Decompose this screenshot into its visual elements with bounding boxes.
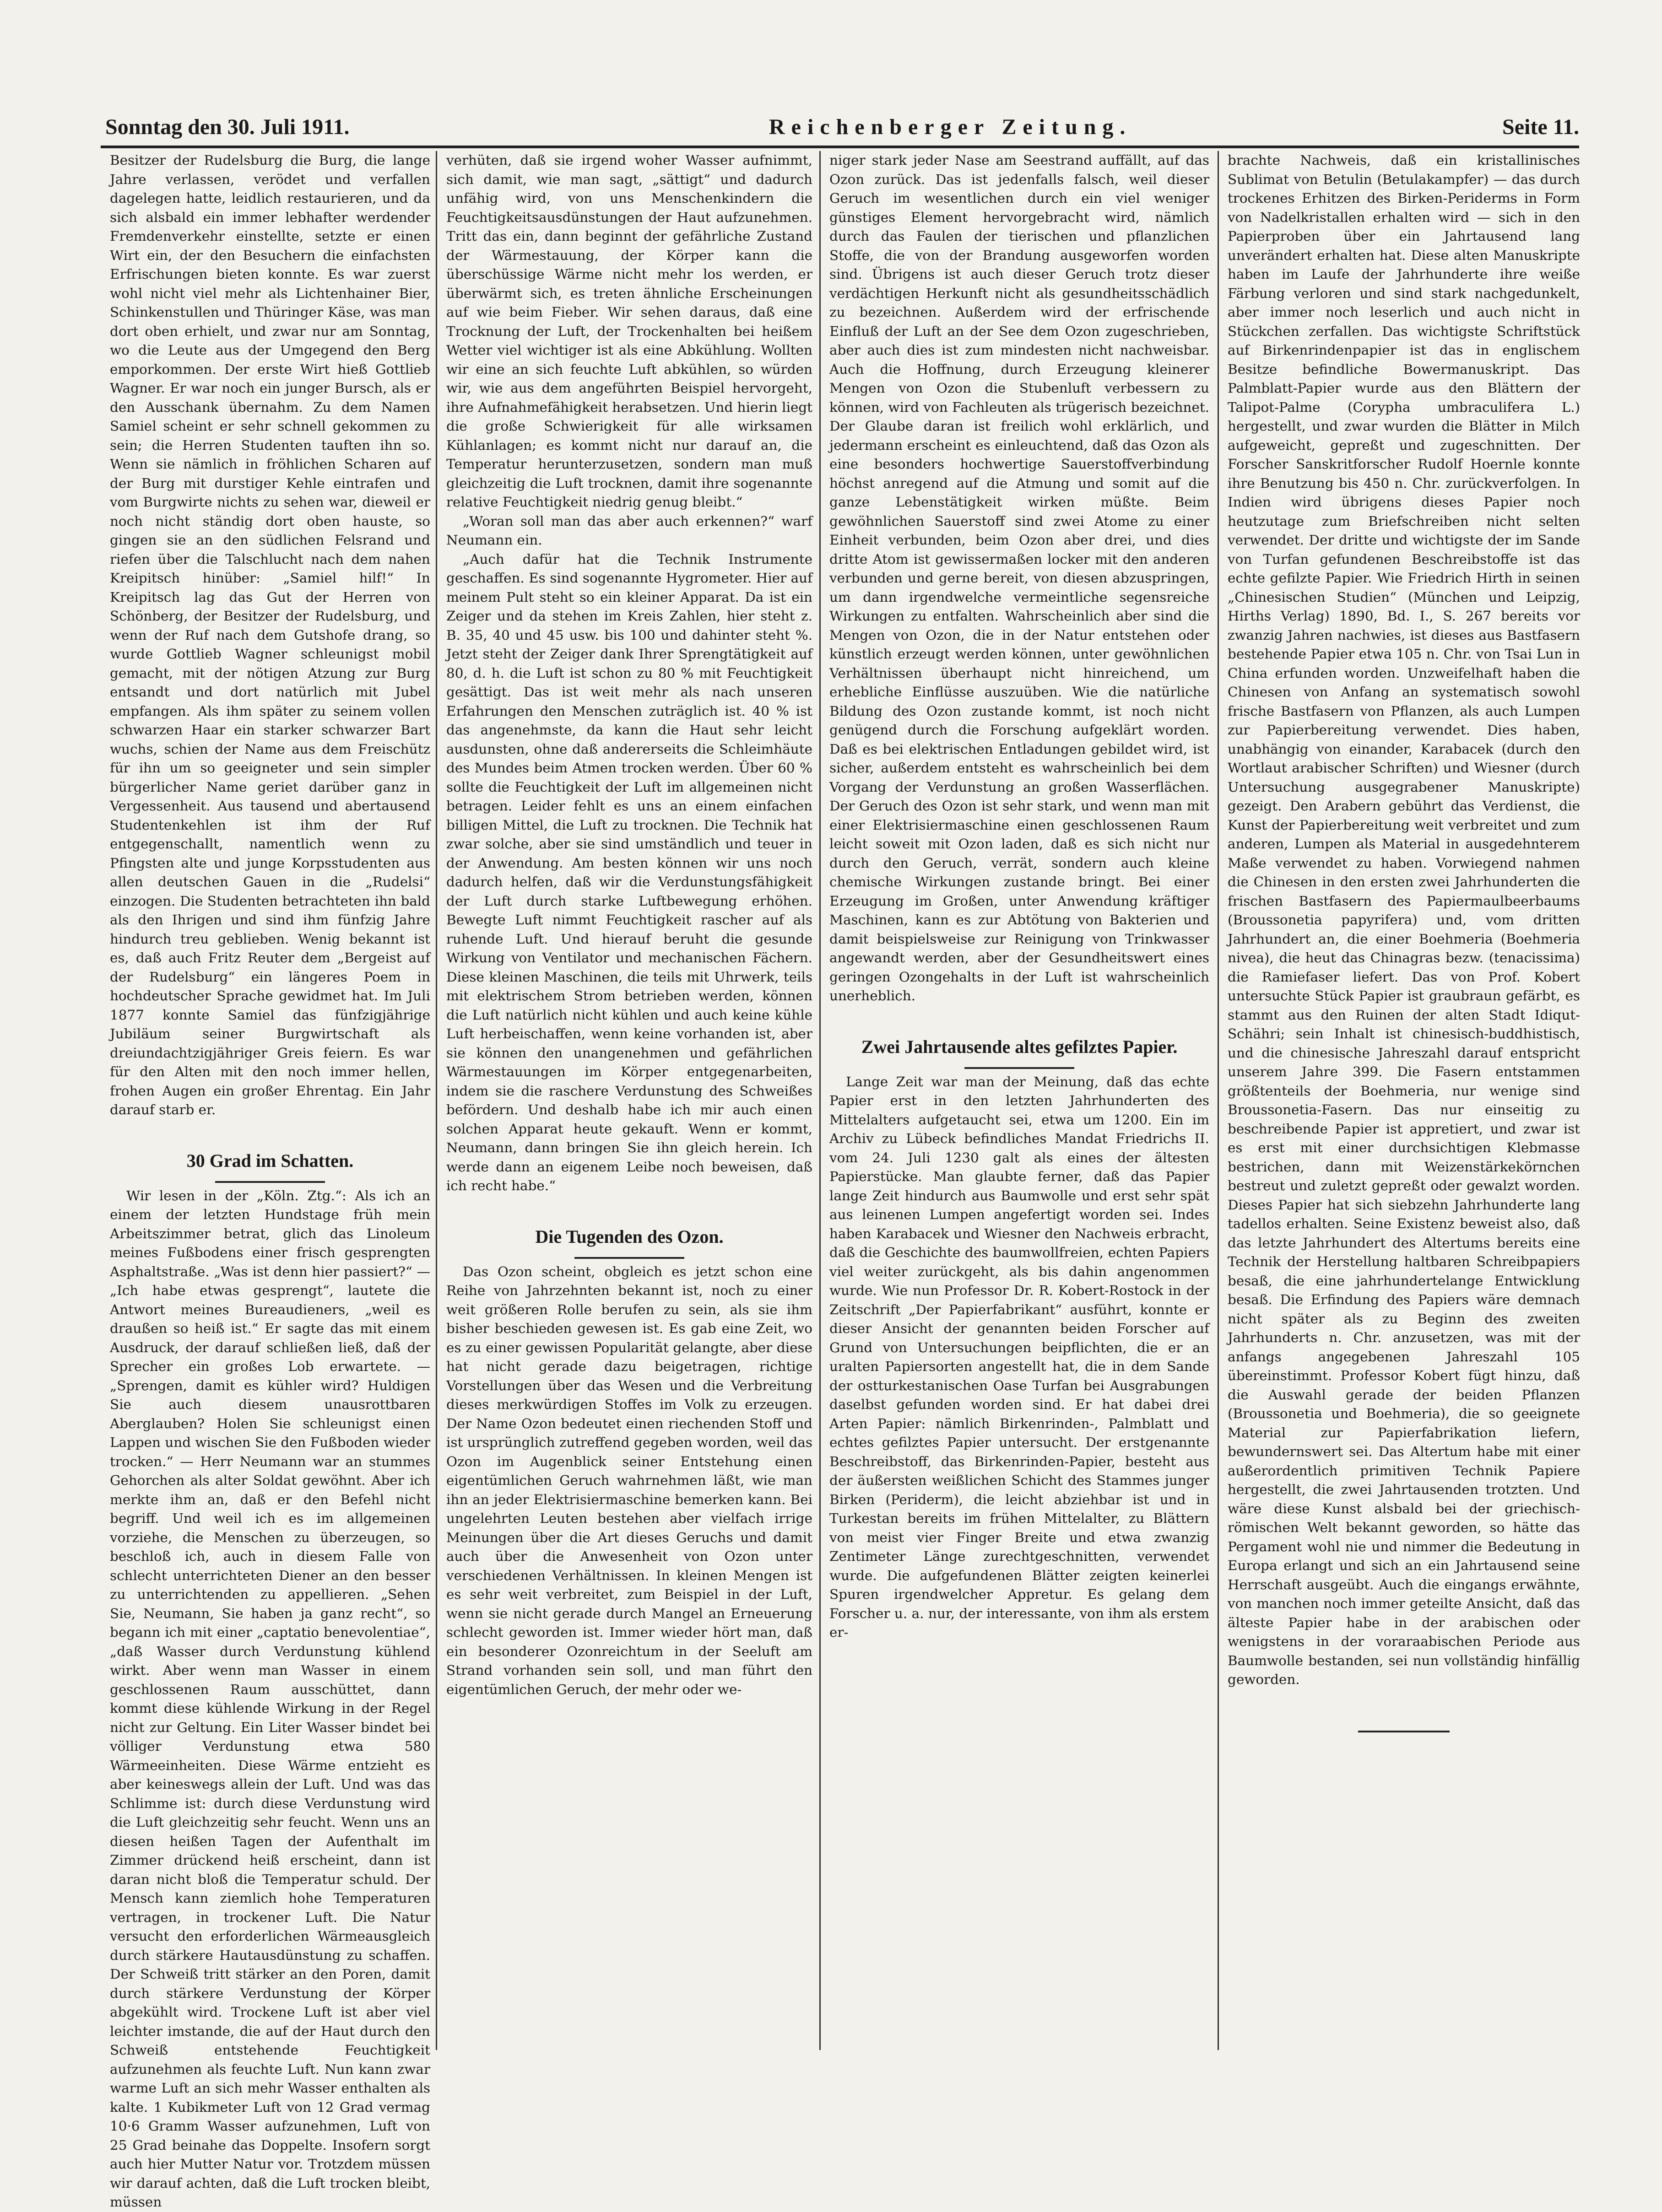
column-3 [829,151,1209,2096]
header-rule [101,146,1579,148]
column-1 [110,151,430,2210]
column-2 [446,151,812,2096]
newspaper-title: Reichenberger Zeitung. [769,115,1132,139]
end-of-article-rule [1358,1731,1450,1732]
article-continuation-rudelsburg: Besitzer der Rudelsburg die Burg, die lange Jahre verlassen, verödet und verfallen dagelegen hatte, leidlich restaurieren, und da sich alsbald ein immer lebhafter werdender Fremdenverkehr einstellte, setzte er einen Wirt ein, der den Besuchern die einfachsten Erfrischungen bieten konnte. Es war zuerst wohl nicht viel mehr als Lichtenhainer Bier, Schinkenstullen und Thüringer Käse, was man dort oben erhielt, und zwar nur am Sonntag, wo die Leute aus der Umgegend den Berg emporkommen. Der erste Wirt hieß Gottlieb Wagner. Er war noch ein junger Bursch, als er den Ausschank übernahm. Zu dem Namen Samiel scheint er sehr schnell gekommen zu sein; die Herren Studenten tauften ihn so. Wenn sie nämlich in fröhlichen Scharen auf der Burg mit durstiger Kehle eintrafen und vom Burgwirte nichts zu sehen war, dieweil er noch nicht ständig dort oben hauste, so gingen sie an den südlichen Felsrand und riefen über die Talschlucht nach dem nahen Kreipitsch hinüber: „Samiel hilf!“ In Kreipitsch lag das Gut der Herren von Schönberg, der Besitzer der Rudelsburg, und wenn der Ruf nach dem Gutshofe drang, so wurde Gottlieb Wagner schleunigst mobil gemacht, mit der nötigen Atzung zur Burg entsandt und dort natürlich mit Jubel empfangen. Als ihm später zu seinem vollen schwarzen Haar ein starker schwarzer Bart wuchs, schien der Name aus dem Freischütz für ihn um so geeigneter und sein simpler bürgerlicher Name geriet darüber ganz in Vergessenheit. Aus tausend und abertausend Studentenkehlen ist ihm der Ruf entgegenschallt, namentlich wenn zu Pfingsten alte und junge Korpsstudenten aus allen deutschen Gauen in die „Rudelsi“ einzogen. Die Studenten betrachteten ihn bald als den Ihrigen und sind ihm fünfzig Jahre hindurch treu geblieben. Wenig bekannt ist es, daß auch Fritz Reuter dem „Bergeist auf der Rudelsburg“ ein längeres Poem in hochdeutscher Sprache gewidmet hat. Im Juli 1877 konnte Samiel das fünfzigjährige Jubiläum seiner Burgwirtschaft als dreiundachtzigjähriger Greis feiern. Es war für den Alten mit den noch immer hellen, frohen Augen ein großer Ehrentag. Ein Jahr darauf starb er. [110,152,430,1117]
article-paragraph: „Woran soll man das aber auch erkennen?“ warf Neumann ein. [446,513,812,548]
column-divider [1218,151,1219,2050]
column-divider [436,151,437,2050]
article-continuation-ozon: niger stark jeder Nase am Seestrand auffällt, auf das Ozon zurück. Das ist jedenfalls falsch, weil dieser Geruch im wesentlichen durch ein viel weniger günstiges Element hervorgebracht wird, nämlich durch das Faulen der tierischen und pflanzlichen Stoffe, die von der Brandung ausgeworfen worden sind. Übrigens ist auch dieser Geruch trotz dieser verdächtigen Herkunft nicht als gesundheitsschädlich zu bezeichnen. Außerdem wird der erfrischende Einfluß der Luft an der See dem Ozon zugeschrieben, aber auch dies ist zum mindesten nicht nachweisbar. Auch die Hoffnung, durch Erzeugung kleinerer Mengen von Ozon die Stubenluft verbessern zu können, wird von Fachleuten als trügerisch bezeichnet. Der Glaube daran ist freilich wohl erklärlich, und jedermann erscheint es einleuchtend, daß das Ozon als eine besonders hochwertige Sauerstoffverbindung höchst anregend auf die Atmung und somit auf die ganze Lebenstätigkeit wirken müßte. Beim gewöhnlichen Sauerstoff sind zwei Atome zu einer Einheit verbunden, beim Ozon aber drei, und dies dritte Atom ist gewissermaßen locker mit den anderen verbunden und gerne bereit, von diesen abzuspringen, um dann irgendwelche vermeintliche segensreiche Wirkungen zu entfalten. Wahrscheinlich aber sind die Mengen von Ozon, die in der Natur entstehen oder künstlich erzeugt werden können, unter gewöhnlichen Verhältnissen überhaupt nicht hinreichend, um erhebliche Einflüsse auszuüben. Wie die natürliche Bildung des Ozon zustande kommt, ist noch nicht genügend durch die Forschung aufgeklärt worden. Daß es bei elektrischen Entladungen gebildet wird, ist sicher, außerdem entsteht es wahrscheinlich bei dem Vorgang der Verdunstung an großen Wasserflächen. Der Geruch des Ozon ist sehr stark, und wenn man mit einer Elektrisiermaschine einen geschlossenen Raum leicht soweit mit Ozon laden, daß es sich nicht nur durch den Geruch, verrät, sondern auch kleine chemische Wirkungen zustande bringt. Bei einer Erzeugung im Großen, unter Anwendung kräftiger Maschinen, kann es zur Abtötung von Bakterien und damit beispielsweise zur Reinigung von Trinkwasser angewandt werden, aber der Gesundheitswert eines geringen Ozongehalts in der Luft ist wahrscheinlich unerheblich. [829,152,1209,1003]
headline-rule [215,1181,325,1183]
page-number: Seite 11. [1502,115,1579,139]
column-4 [1228,151,1580,2096]
article-continuation-30-grad: verhüten, daß sie irgend woher Wasser aufnimmt, sich damit, wie man sagt, „sättigt“ und dadurch unfähig wird, von uns Menschenkindern die Feuchtigkeitsausdünstungen der Haut aufzunehmen. Tritt das ein, dann beginnt der gefährliche Zustand der Wärmestauung, der Körper kann die überschüssige Wärme nicht mehr los werden, er überwärmt sich, es treten ähnliche Erscheinungen auf wie beim Fieber. Wir sehen daraus, daß eine Trocknung der Luft, der Trockenhalten bei heißem Wetter viel wichtiger ist als eine Abkühlung. Wollten wir eine an sich feuchte Luft abkühlen, so würden wir, wie aus dem angeführten Beispiel hervorgeht, ihre Aufnahmefähigkeit herabsetzen. Und hierin liegt die große Schwierigkeit für alle wirksamen Kühlanlagen; es kommt nicht nur darauf an, die Temperatur herunterzusetzen, sondern man muß gleichzeitig die Luft trocknen, damit ihre sogenannte relative Feuchtigkeit niedrig genug bleibt.“ [446,152,812,510]
article-body-30-grad: Wir lesen in der „Köln. Ztg.“: Als ich an einem der letzten Hundstage früh mein Arbeitszimmer betrat, glich das Linoleum meines Fußbodens einer frisch gesprengten Asphaltstraße. „Was ist denn hier passiert?“ — „Ich habe etwas gesprengt“, lautete die Antwort meines Bureaudieners, „weil es draußen so heiß ist.“ Er sagte das mit einem Ausdruck, der darauf schließen ließ, daß der Sprecher ein großes Lob erwartete. — „Sprengen, damit es kühler wird? Huldigen Sie auch diesem unausrottbaren Aberglauben? Holen Sie schleunigst einen Lappen und wischen Sie den Fußboden wieder trocken.“ — Herr Neumann war an stummes Gehorchen als alter Soldat gewöhnt. Aber ich merkte ihm an, daß er den Befehl nicht begriff. Und weil ich es im allgemeinen vorziehe, die Menschen zu überzeugen, so beschloß ich, auch in diesem Falle von schlecht unterrichteten Diener an den besser zu unterrichtenden zu appellieren. „Sehen Sie, Neumann, Sie haben ja ganz recht“, so begann ich mit einer „captatio benevolentiae“, „daß Wasser durch Verdunstung kühlend wirkt. Aber wenn man Wasser in einem geschlossenen Raum ausschüttet, dann kommt diese kühlende Wirkung in der Regel nicht zur Geltung. Ein Liter Wasser bindet bei völliger Verdunstung etwa 580 Wärmeeinheiten. Diese Wärme entzieht es aber keineswegs allein der Luft. Und was das Schlimme ist: durch diese Verdunstung wird die Luft gleichzeitig sehr feucht. Wenn uns an diesen heißen Tagen der Aufenthalt im Zimmer drückend heiß erscheint, dann ist daran nicht bloß die Temperatur schuld. Der Mensch kann ziemlich hohe Temperaturen vertragen, in trockener Luft. Die Natur versucht den erforderlichen Wärmeausgleich durch stärkere Hautausdünstung zu schaffen. Der Schweiß tritt stärker an den Poren, damit durch stärkere Verdunstung der Körper abgekühlt wird. Trockene Luft ist aber viel leichter imstande, die auf der Haut durch den Schweiß entstehende Feuchtigkeit aufzunehmen als feuchte Luft. Nun kann zwar warme Luft an sich mehr Wasser enthalten als kalte. 1 Kubikmeter Luft von 12 Grad vermag 10·6 Gramm Wasser aufzunehmen, Luft von 25 Grad beinahe das Doppelte. Insofern sorgt auch hier Mutter Natur vor. Trotzdem müssen wir darauf achten, daß die Luft trocken bleibt, müssen [110,1187,430,2210]
masthead [105,110,1579,146]
article-continuation-papier: brachte Nachweis, daß ein kristallinisches Sublimat von Betulin (Betulakampfer) — das durch trockenes Erhitzen des Birken-Periderms in Form von Nadelkristallen erhalten wird — sich in den Papierproben über ein Jahrtausend lang unverändert erhalten hat. Diese alten Manuskripte haben im Laufe der Jahrhunderte ihre weiße Färbung verloren und sind stark nachgedunkelt, aber immer noch leserlich und auch nicht in Stückchen zerfallen. Das wichtigste Schriftstück auf Birkenrindenpapier ist das in englischem Besitze befindliche Bowermanuskript. Das Palmblatt-Papier wurde aus den Blättern der Talipot-Palme (Corypha umbraculifera L.) hergestellt, und zwar wurden die Blätter in Milch aufgeweicht, gepreßt und zugeschnitten. Der Forscher Sanskritforscher Rudolf Hoernle konnte ihre Benutzung bis 450 n. Chr. zurückverfolgen. In Indien wird übrigens dieses Papier noch heutzutage zum Briefschreiben nicht selten verwendet. Der dritte und wichtigste der im Sande von Turfan gefundenen Beschreibstoffe ist das echte gefilzte Papier. Wie Friedrich Hirth in seinen „Chinesischen Studien“ (München und Leipzig, Hirths Verlag) 1890, Bd. I., S. 267 bereits vor zwanzig Jahren nachwies, ist dieses aus Bastfasern bestehende Papier etwa 105 n. Chr. von Tsai Lun in China erfunden worden. Unzweifelhaft haben die Chinesen von Anfang an systematisch sowohl frische Bastfasern von Pflanzen, als auch Lumpen zur Papierbereitung verwendet. Dies haben, unabhängig von einander, Karabacek (durch den Wortlaut arabischer Schriften) und Wiesner (durch Untersuchung ausgegrabener Manuskripte) gezeigt. Den Arabern gebührt das Verdienst, die Kunst der Papierbereitung weit verbreitet und zum anderen, Lumpen als Material in ausgedehnterem Maße verwendet zu haben. Vorwiegend nahmen die Chinesen in den ersten zwei Jahrhunderten die frischen Bastfasern des Papiermaulbeerbaums (Broussonetia papyrifera) und, vom dritten Jahrhundert an, die einer Boehmeria (Boehmeria nivea), die heut das Chinagras bezw. (tenacissima) die Ramiefaser liefert. Das von Prof. Kobert untersuchte Stück Papier ist graubraun gefärbt, es stammt aus den Ruinen der alten Stadt Idiqut-Schähri; sein Inhalt ist chinesisch-buddhistisch, und die chinesische Jahreszahl darauf entspricht unserem Jahre 399. Die Fasern entstammen größtenteils der Boehmeria, nur wenige sind Broussonetia-Fasern. Das nur einseitig zu beschreibende Papier ist appretiert, und zwar ist es erst mit einer durchsichtigen Klebmasse bestrichen, dann mit Weizenstärkekörnchen bestreut und zuletzt gepreßt oder gewalzt worden. Dieses Papier hat sich siebzehn Jahrhunderte lang tadellos erhalten. Seine Existenz beweist also, daß das letzte Jahrhundert des Altertums bereits eine Technik der Herstellung haltbaren Schreibpapiers besaß, die eine jahrhundertelange Entwicklung besaß. Die Erfindung des Papiers wäre demnach nicht später als zu Beginn des zweiten Jahrhunderts n. Chr. anzusetzen, was mit der anfangs angegebenen Jahreszahl 105 übereinstimmt. Professor Kobert fügt hinzu, daß die Auswahl gerade der beiden Pflanzen (Broussonetia und Boehmeria), die so geeignete Material zur Papierfabrikation liefern, bewundernswert sei. Das Altertum habe mit einer außerordentlich primitiven Technik Papiere hergestellt, die zwei Jahrtausenden trotzten. Und wäre diese Kunst alsbald bei der griechisch-römischen Welt bekannt geworden, so hätte das Pergament wohl nie und nimmer die Bedeutung in Europa erlangt und sich an ein Jahrtausend seine Herrschaft ausgeübt. Auch die eingangs erwähnte, von manchen noch immer geteilte Ansicht, daß das älteste Papier habe in der arabischen oder wenigstens in der voraraabischen Periode aus Baumwolle bestanden, sei nun vollständig hinfällig geworden. [1228,152,1580,1687]
headline-30-grad: 30 Grad im Schatten. [186,1150,354,1171]
issue-date: Sonntag den 30. Juli 1911. [105,115,350,139]
headline-rule [574,1257,684,1259]
headline-ozon: Die Tugenden des Ozon. [535,1226,724,1247]
article-body-papier: Lange Zeit war man der Meinung, daß das echte Papier erst in den letzten Jahrhunderten des Mittelalters aufgetaucht sei, etwa um 1200. Ein im Archiv zu Lübeck befindliches Mandat Friedrichs II. vom 24. Juli 1230 galt als eines der ältesten Papierstücke. Man glaubte ferner, daß das Papier lange Zeit hindurch aus Baumwolle und erst sehr spät aus leinenen Lumpen angefertigt worden sei. Indes haben Karabacek und Wiesner den Nachweis erbracht, daß die Geschichte des baumwollfreien, echten Papiers viel weiter zurückgeht, als bis dahin angenommen wurde. Wie nun Professor Dr. R. Kobert-Rostock in der Zeitschrift „Der Papierfabrikant“ ausführt, konnte er dieser Ansicht der genannten beiden Forscher auf Grund von Untersuchungen beipflichten, die er an uralten Papiersorten angestellt hat, die in dem Sande der ostturkestanischen Oase Turfan bei Ausgrabungen daselbst gefunden worden sind. Er hat dabei drei Arten Papier: nämlich Birkenrinden-, Palmblatt und echtes gefilztes Papier untersucht. Der erstgenannte Beschreibstoff, das Birkenrinden-Papier, besteht aus der äußersten weißlichen Schicht des Stammes junger Birken (Periderm), die leicht abziehbar ist und in Turkestan bereits im frühen Mittelalter, zu Blättern von meist vier Finger Breite und etwa zwanzig Zentimeter Länge zurechtgeschnitten, verwendet wurde. Die aufgefundenen Blätter zeigten keinerlei Spuren irgendwelcher Appretur. Es gelang dem Forscher u. a. nur, der interessante, von ihm als erstem er- [829,1074,1209,1640]
headline-rule [964,1067,1074,1069]
headline-papier: Zwei Jahrtausende altes gefilztes Papier. [861,1036,1178,1057]
article-body-ozon: Das Ozon scheint, obgleich es jetzt schon eine Reihe von Jahrzehnten bekannt ist, noch zu einer weit größeren Rolle berufen zu sein, als sie ihm bisher beschieden gewesen ist. Es gab eine Zeit, wo es zu einer gewissen Popularität gelangte, aber diese hat nicht gerade dazu beigetragen, richtige Vorstellungen über das Wesen und die Verbreitung dieses merkwürdigen Stoffes im Volk zu erzeugen. Der Name Ozon bedeutet einen riechenden Stoff und ist ursprünglich zutreffend gegeben worden, weil das Ozon im Augenblick seiner Entstehung einen eigentümlichen Geruch wahrnehmen läßt, wie man ihn an jeder Elektrisiermaschine bemerken kann. Bei ungelehrten Leuten bestehen aber vielfach irrige Meinungen über die Art dieses Geruchs und damit auch über die Anwesenheit von Ozon unter verschiedenen Verhältnissen. In kleinen Mengen ist es sehr weit verbreitet, zum Beispiel in der Luft, wenn sie nicht gerade durch Mangel an Erneuerung schlecht geworden ist. Immer wieder hört man, daß ein besonderer Ozonreichtum in der Seeluft am Strand vorhanden sein soll, und man führt den eigentümlichen Geruch, der mehr oder we- [446,1263,812,1697]
article-paragraph: „Auch dafür hat die Technik Instrumente geschaffen. Es sind sogenannte Hygrometer. Hier auf meinem Pult steht so ein kleiner Apparat. Da ist ein Zeiger und da stehen im Kreis Zahlen, hier steht z. B. 35, 40 und 45 usw. bis 100 und dahinter steht %. Jetzt steht der Zeiger dank Ihrer Sprengtätigkeit auf 80, d. h. die Luft ist schon zu 80 % mit Feuchtigkeit gesättigt. Das ist weit mehr als nach unseren Erfahrungen den Menschen zuträglich ist. 40 % ist das angenehmste, da kann die Haut sehr leicht ausdunsten, ohne daß andererseits die Schleimhäute des Mundes beim Atmen trocken werden. Über 60 % sollte die Feuchtigkeit der Luft im allgemeinen nicht betragen. Leider fehlt es uns an einem einfachen billigen Mittel, die Luft zu trocknen. Die Technik hat zwar solche, aber sie sind umständlich und teuer in der Anwendung. Am besten können wir uns noch dadurch helfen, daß wir die Verdunstungsfähigkeit der Luft durch starke Luftbewegung erhöhen. Bewegte Luft nimmt Feuchtigkeit rascher auf als ruhende Luft. Und hierauf beruht die gesunde Wirkung von Ventilator und mechanischen Fächern. Diese kleinen Maschinen, die teils mit Uhrwerk, teils mit elektrischem Strom betrieben werden, können die Luft natürlich nicht kühlen und auch keine kühle Luft herbeischaffen, wenn keine vorhanden ist, aber sie können den unangenehmen und gefährlichen Wärmestauungen im Körper entgegenarbeiten, indem sie die raschere Verdunstung des Schweißes befördern. Und deshalb habe ich mir auch einen solchen Apparat heute gekauft. Wenn er kommt, Neumann, dann bringen Sie ihn gleich herein. Ich werde dann an eigenem Leibe noch beweisen, daß ich recht habe.“ [446,551,812,1193]
column-divider [819,151,821,2050]
